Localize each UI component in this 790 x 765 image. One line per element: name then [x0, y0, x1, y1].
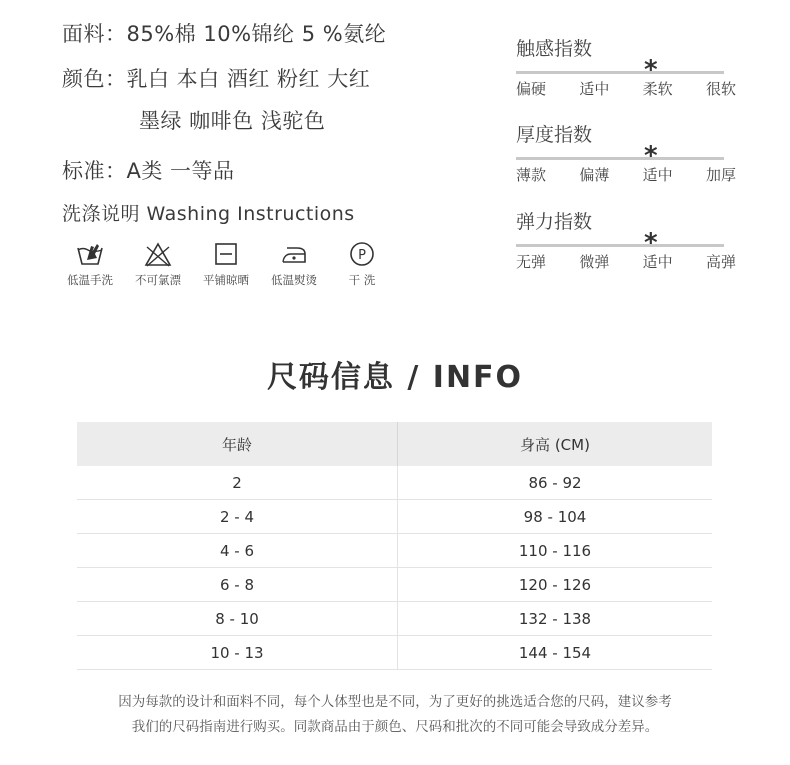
colors-line-1: 颜色：乳白 本白 酒红 粉红 大红 — [62, 67, 371, 91]
table-cell-height: 98 - 104 — [398, 500, 713, 534]
table-cell-age: 2 — [77, 466, 398, 500]
table-cell-age: 4 - 6 — [77, 534, 398, 568]
size-table — [77, 422, 712, 670]
dry-clean-icon — [347, 240, 377, 268]
table-row — [77, 602, 712, 636]
table-cell-age: 8 - 10 — [77, 602, 398, 636]
care-label: 低温熨烫 — [271, 273, 317, 287]
care-item — [260, 240, 328, 288]
care-item — [56, 240, 124, 288]
table-row — [77, 466, 712, 500]
low-iron-icon — [279, 240, 309, 268]
table-cell-height: 120 - 126 — [398, 568, 713, 602]
standard-text: 标准：A类 一等品 — [62, 159, 235, 183]
scale-title: 厚度指数 — [516, 124, 593, 146]
scale-option: 薄款 — [516, 166, 547, 184]
size-note-line-1: 因为每款的设计和面料不同，每个人体型也是不同，为了更好的挑选适合您的尺码，建议参考 — [118, 694, 672, 710]
care-label: 低温手洗 — [67, 273, 113, 287]
table-cell-height: 132 - 138 — [398, 602, 713, 636]
care-item — [328, 240, 396, 288]
scale-option: 微弹 — [579, 253, 610, 271]
table-row — [77, 636, 712, 670]
wash-title: 洗涤说明 Washing Instructions — [62, 203, 355, 225]
hand-wash-icon — [75, 240, 105, 268]
care-item — [124, 240, 192, 288]
scale-option: 加厚 — [705, 166, 736, 184]
care-label: 不可氯漂 — [135, 273, 181, 287]
care-label: 干 洗 — [348, 273, 376, 287]
care-icons — [56, 240, 396, 288]
table-cell-age: 6 - 8 — [77, 568, 398, 602]
dry-flat-icon — [211, 240, 241, 268]
svg-text:P: P — [358, 248, 366, 263]
table-cell-height: 144 - 154 — [398, 636, 713, 670]
softness-scale — [516, 34, 736, 99]
scale-option: 偏硬 — [516, 80, 547, 98]
colors-line-2: 墨绿 咖啡色 浅驼色 — [139, 109, 326, 133]
fabric-text: 面料：85%棉 10%锦纶 5 %氨纶 — [62, 22, 387, 46]
scale-labels — [516, 251, 736, 272]
table-row — [77, 500, 712, 534]
scale-marker-icon: * — [644, 228, 658, 258]
table-row — [77, 534, 712, 568]
scale-title: 触感指数 — [516, 38, 593, 60]
size-note-line-2: 我们的尺码指南进行购买。同款商品由于颜色、尺码和批次的不同可能会导致成分差异。 — [131, 719, 659, 735]
column-header-age: 年龄 — [77, 422, 398, 466]
thickness-scale — [516, 120, 736, 185]
care-item — [192, 240, 260, 288]
table-row — [77, 568, 712, 602]
size-title: 尺码信息 / INFO — [266, 360, 524, 395]
column-header-height: 身高 (CM) — [398, 422, 713, 466]
scale-title: 弹力指数 — [516, 211, 593, 233]
scale-option: 偏薄 — [579, 166, 610, 184]
scale-marker-icon: * — [644, 55, 658, 85]
table-cell-height: 86 - 92 — [398, 466, 713, 500]
scale-option: 适中 — [642, 253, 673, 271]
elasticity-scale — [516, 207, 736, 272]
scale-option: 高弹 — [705, 253, 736, 271]
no-bleach-icon — [143, 240, 173, 268]
scale-option: 柔软 — [642, 80, 673, 98]
scale-option: 很软 — [705, 80, 736, 98]
scale-labels — [516, 164, 736, 185]
table-cell-age: 2 - 4 — [77, 500, 398, 534]
scale-option: 适中 — [579, 80, 610, 98]
table-cell-age: 10 - 13 — [77, 636, 398, 670]
scale-labels — [516, 78, 736, 99]
scale-bar — [516, 141, 724, 171]
scale-marker-icon: * — [644, 141, 658, 171]
scale-bar — [516, 228, 724, 258]
scale-option: 适中 — [642, 166, 673, 184]
care-label: 平铺晾晒 — [203, 273, 249, 287]
scale-option: 无弹 — [516, 253, 547, 271]
table-cell-height: 110 - 116 — [398, 534, 713, 568]
table-header-row — [77, 422, 712, 466]
scale-bar — [516, 55, 724, 85]
